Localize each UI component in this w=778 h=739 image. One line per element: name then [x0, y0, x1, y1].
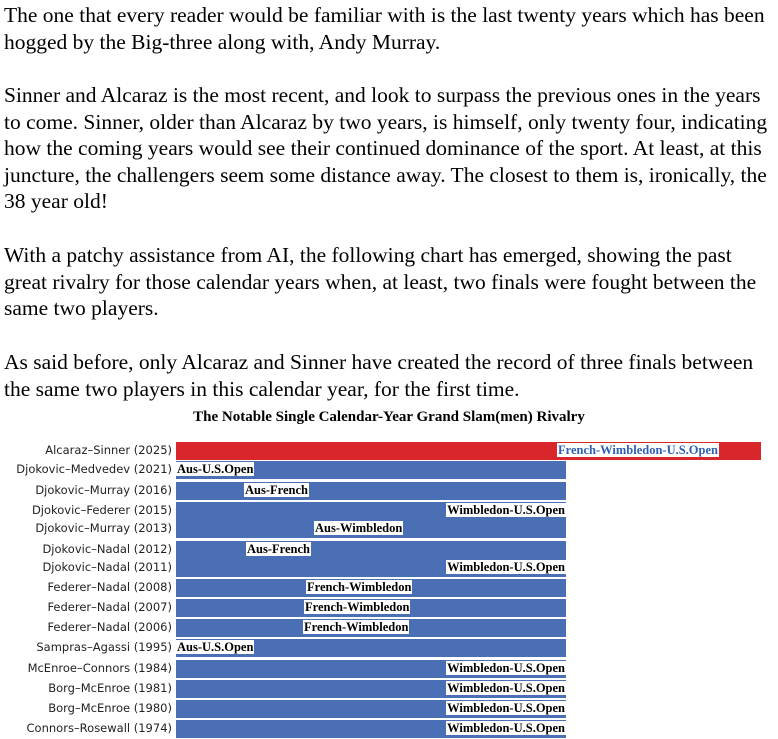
y-tick-label: McEnroe–Connors (1984) [27, 661, 172, 675]
y-tick-label: Djokovic–Murray (2016) [35, 483, 172, 497]
chart-row [0, 519, 778, 539]
chart-row [0, 618, 778, 638]
y-tick-label: Connors–Rosewall (1974) [26, 721, 172, 735]
y-tick-label: Djokovic–Medvedev (2021) [16, 462, 172, 476]
bar-data-label: Wimbledon-U.S.Open [447, 560, 565, 574]
paragraph-2: Sinner and Alcaraz is the most recent, and look to surpass the previous ones in the years to come. Sinner, older than Alcaraz by two years, is himself, only twenty four, indicating how the coming years would see their continued dominance of the sport. At least, at this juncture, the challengers seem some distance away. The closest to them is, ironically, the 38 year old! [4, 83, 768, 213]
bar-data-label: Aus-French [247, 542, 310, 556]
chart-row [0, 679, 778, 699]
chart-row [0, 598, 778, 618]
bar-data-label: Wimbledon-U.S.Open [447, 681, 565, 695]
y-tick-label: Djokovic–Nadal (2012) [42, 542, 172, 556]
rivalry-bar-chart [0, 436, 778, 736]
chart-row [0, 659, 778, 679]
chart-row [0, 638, 778, 658]
chart-row [0, 501, 778, 521]
bar-data-label: Wimbledon-U.S.Open [447, 701, 565, 715]
y-tick-label: Federer–Nadal (2006) [47, 620, 172, 634]
chart-row [0, 540, 778, 560]
paragraph-4: As said before, only Alcaraz and Sinner have created the record of three finals between the same two players in this calendar year, for the first time. [4, 350, 754, 401]
chart-title: The Notable Single Calendar-Year Grand Slam(men) Rivalry [193, 409, 585, 425]
chart-bar [176, 541, 566, 559]
bar-data-label: French-Wimbledon [307, 580, 412, 594]
chart-row [0, 481, 778, 501]
y-tick-label: Sampras–Agassi (1995) [36, 640, 172, 654]
bar-data-label: Wimbledon-U.S.Open [447, 661, 565, 675]
y-tick-label: Borg–McEnroe (1980) [48, 701, 172, 715]
bar-data-label: Wimbledon-U.S.Open [447, 721, 565, 735]
chart-row [0, 578, 778, 598]
chart-row [0, 699, 778, 719]
paragraph-1: The one that every reader would be familiar with is the last twenty years which has been hogged by the Big-three along with, Andy Murray. [4, 3, 765, 54]
y-tick-label: Borg–McEnroe (1981) [48, 681, 172, 695]
y-tick-label: Djokovic–Murray (2013) [35, 521, 172, 535]
y-tick-label: Alcaraz–Sinner (2025) [45, 443, 172, 457]
y-tick-label: Federer–Nadal (2008) [47, 580, 172, 594]
bar-data-label: Aus-U.S.Open [177, 462, 254, 476]
chart-row [0, 441, 778, 461]
y-tick-label: Djokovic–Federer (2015) [31, 503, 172, 517]
chart-bar [176, 482, 566, 500]
y-tick-label: Djokovic–Nadal (2011) [42, 560, 172, 574]
bar-data-label: Aus-French [245, 483, 308, 497]
chart-row [0, 719, 778, 739]
chart-row [0, 460, 778, 480]
bar-data-label: Aus-Wimbledon [315, 521, 403, 535]
bar-data-label: Wimbledon-U.S.Open [447, 503, 565, 517]
bar-data-label: Aus-U.S.Open [177, 640, 254, 654]
bar-data-label: French-Wimbledon [304, 620, 409, 634]
bar-data-label: French-Wimbledon [305, 600, 410, 614]
chart-row [0, 558, 778, 578]
paragraph-3: With a patchy assistance from AI, the following chart has emerged, showing the past great rivalry for those calendar years when, at least, two finals were fought between the same two players. [4, 243, 757, 320]
bar-data-label: French-Wimbledon-U.S.Open [558, 443, 718, 457]
y-tick-label: Federer–Nadal (2007) [47, 600, 172, 614]
